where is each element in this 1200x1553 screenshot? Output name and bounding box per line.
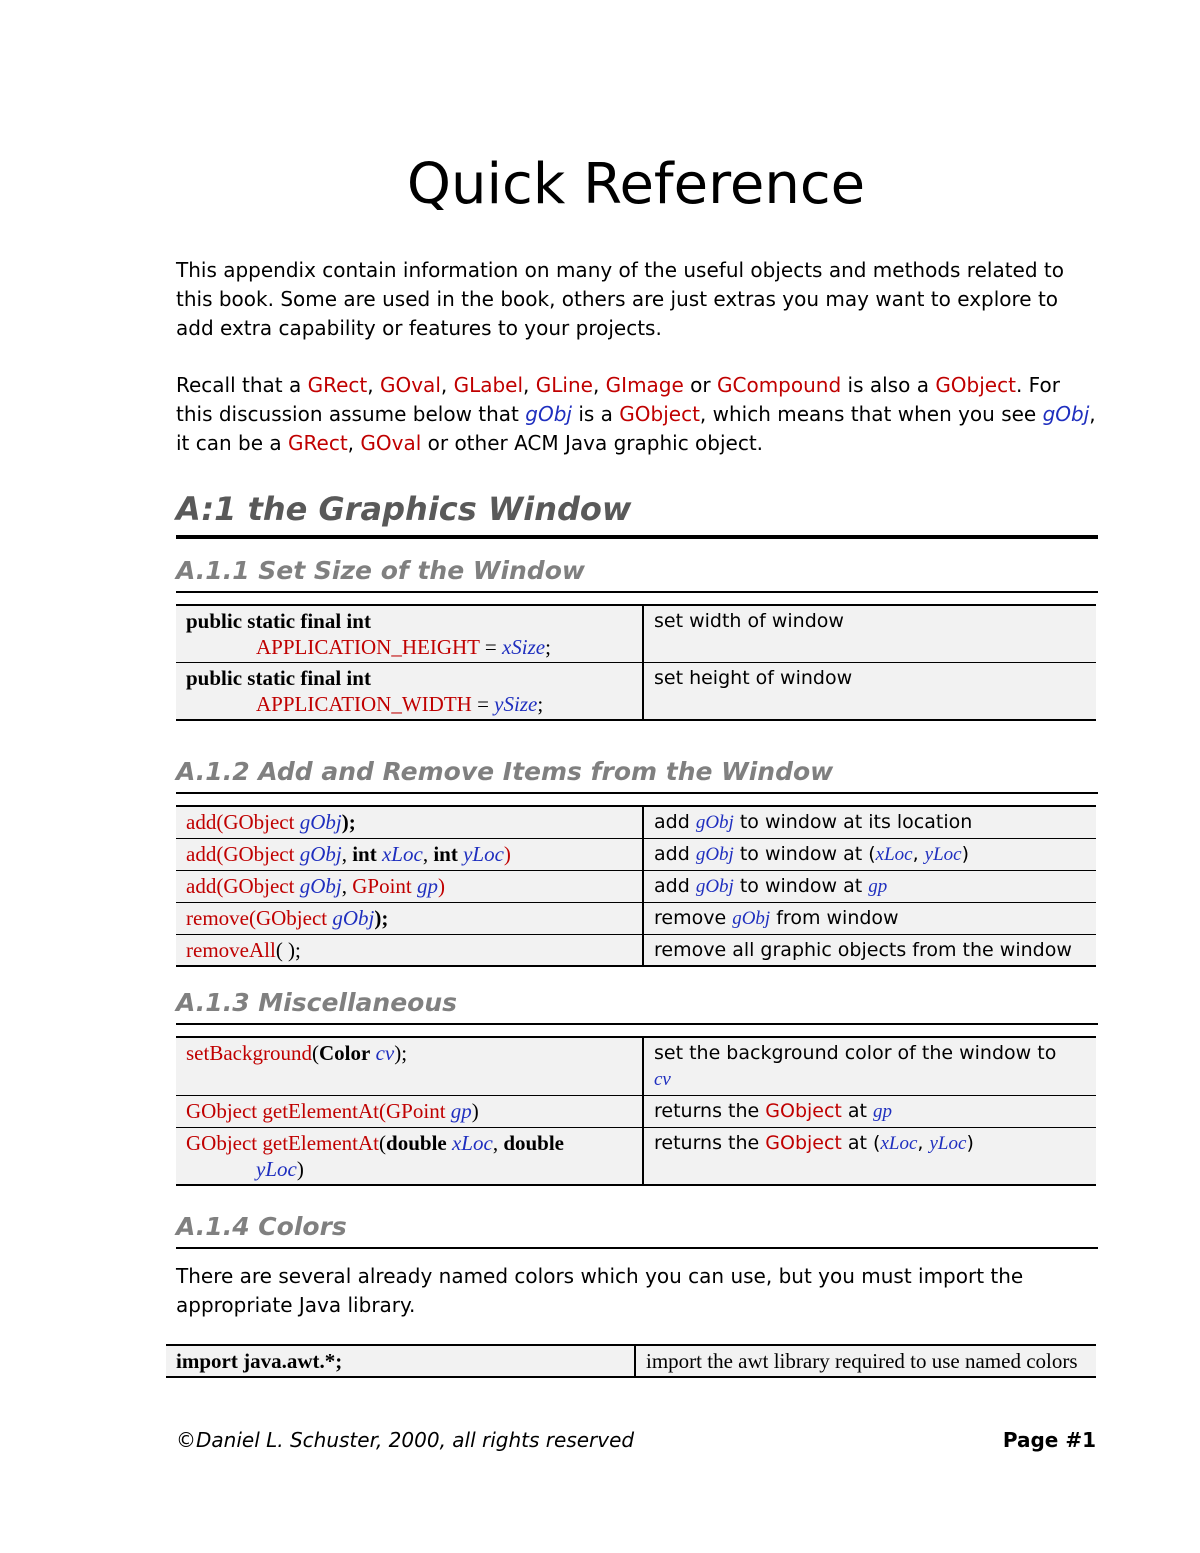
import-table xyxy=(166,1344,1096,1378)
table-row xyxy=(166,1345,1096,1377)
description-cell: set width of window xyxy=(643,605,1096,663)
description-cell: import the awt library required to use named colors xyxy=(635,1345,1096,1377)
table-row xyxy=(176,1128,1096,1186)
subsection-heading-a13: A.1.3 Miscellaneous xyxy=(176,988,458,1017)
code-cell: GObject getElementAt(GPoint gp) xyxy=(176,1096,643,1128)
table-row xyxy=(176,1037,1096,1096)
misc-table xyxy=(176,1036,1096,1186)
description-cell: remove gObj from window xyxy=(643,903,1096,935)
recall-paragraph: Recall that a GRect, GOval, GLabel, GLine, GImage or GCompound is also a GObject. For this discussion assume below that gObj is a GObject, which means that when you see gObj, it can be a GRect, GOval or other ACM Java graphic object. xyxy=(176,373,1096,455)
code-cell: public static final int APPLICATION_HEIGHT = xSize; xyxy=(176,605,643,663)
code-cell: add(GObject gObj, GPoint gp) xyxy=(176,871,643,903)
table-row xyxy=(176,871,1096,903)
subsection-rule xyxy=(176,1247,1098,1249)
description-cell: add gObj to window at its location xyxy=(643,806,1096,839)
code-cell: import java.awt.*; xyxy=(166,1345,635,1377)
description-cell: set the background color of the window to cv xyxy=(643,1037,1096,1096)
description-cell: add gObj to window at (xLoc, yLoc) xyxy=(643,839,1096,871)
footer-page-number: Page #1 xyxy=(1002,1428,1096,1452)
table-row xyxy=(176,806,1096,839)
table-row xyxy=(176,605,1096,663)
section-rule xyxy=(176,535,1098,539)
subsection-heading-a14: A.1.4 Colors xyxy=(176,1212,347,1241)
description-cell: set height of window xyxy=(643,663,1096,721)
section-heading-a1: A:1 the Graphics Window xyxy=(176,490,632,528)
code-cell: setBackground(Color cv); xyxy=(176,1037,643,1096)
table-row xyxy=(176,1096,1096,1128)
description-cell: remove all graphic objects from the window xyxy=(643,935,1096,967)
code-cell: add(GObject gObj); xyxy=(176,806,643,839)
description-cell: returns the GObject at gp xyxy=(643,1096,1096,1128)
page-title: Quick Reference xyxy=(406,152,866,217)
subsection-rule xyxy=(176,591,1098,593)
set-size-table xyxy=(176,604,1096,721)
description-cell: add gObj to window at gp xyxy=(643,871,1096,903)
subsection-heading-a12: A.1.2 Add and Remove Items from the Window xyxy=(176,757,834,786)
code-cell: remove(GObject gObj); xyxy=(176,903,643,935)
subsection-rule xyxy=(176,792,1098,794)
add-remove-table xyxy=(176,805,1096,967)
table-row xyxy=(176,935,1096,967)
code-cell: public static final int APPLICATION_WIDTH = ySize; xyxy=(176,663,643,721)
table-row xyxy=(176,663,1096,721)
description-cell: returns the GObject at (xLoc, yLoc) xyxy=(643,1128,1096,1186)
table-row xyxy=(176,839,1096,871)
footer-copyright: ©Daniel L. Schuster, 2000, all rights reserved xyxy=(176,1428,635,1452)
subsection-heading-a11: A.1.1 Set Size of the Window xyxy=(176,556,585,585)
table-row xyxy=(176,903,1096,935)
colors-paragraph: There are several already named colors which you can use, but you must import the appropriate Java library. xyxy=(176,1264,1024,1317)
code-cell: GObject getElementAt(double xLoc, double yLoc) xyxy=(176,1128,643,1186)
subsection-rule xyxy=(176,1023,1098,1025)
code-cell: removeAll( ); xyxy=(176,935,643,967)
code-cell: add(GObject gObj, int xLoc, int yLoc) xyxy=(176,839,643,871)
intro-paragraph: This appendix contain information on many of the useful objects and methods related to this book. Some are used in the book, others are just extras you may want to explore to add extra capability or features to your projects. xyxy=(176,258,1064,340)
